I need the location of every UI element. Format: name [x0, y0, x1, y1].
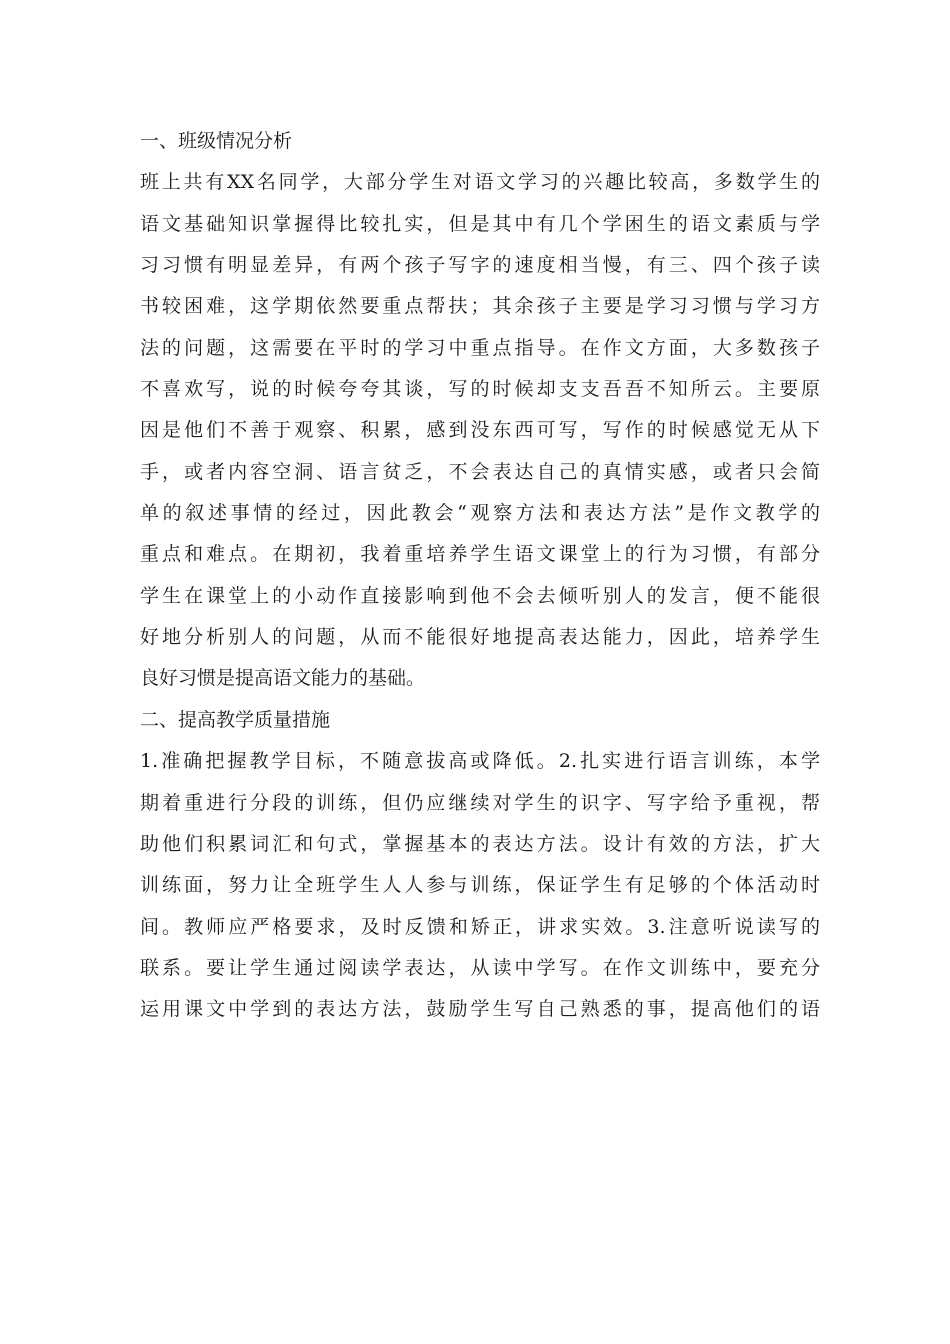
- paragraph-line: 法的问题，这需要在平时的学习中重点指导。在作文方面，大多数孩子: [140, 336, 820, 359]
- paragraph-line: 单的叙述事情的经过，因此教会“观察方法和表达方法”是作文教学的: [140, 502, 820, 525]
- document-body: [140, 121, 820, 1031]
- paragraph-line: 因是他们不善于观察、积累，感到没东西可写，写作的时候感觉无从下: [140, 419, 820, 442]
- paragraph-line: 重点和难点。在期初，我着重培养学生语文课堂上的行为习惯，有部分: [140, 543, 820, 566]
- paragraph-line: 习习惯有明显差异，有两个孩子写字的速度相当慢，有三、四个孩子读: [140, 254, 820, 277]
- paragraph-line: 联系。要让学生通过阅读学表达，从读中学写。在作文训练中，要充分: [140, 956, 820, 979]
- paragraph-line: 班上共有XX名同学，大部分学生对语文学习的兴趣比较高，多数学生的: [140, 171, 820, 194]
- paragraph-line: 训练面，努力让全班学生人人参与训练，保证学生有足够的个体活动时: [140, 874, 820, 897]
- paragraph-class-analysis: [140, 162, 820, 699]
- section-heading-class-analysis: 一、班级情况分析: [140, 130, 293, 152]
- paragraph-line-last: 良好习惯是提高语文能力的基础。: [140, 667, 426, 690]
- paragraph-line: 1.准确把握教学目标，不随意拔高或降低。2.扎实进行语言训练，本学: [140, 750, 820, 773]
- paragraph-quality-measures: [140, 741, 820, 1030]
- paragraph-line: 好地分析别人的问题，从而不能很好地提高表达能力，因此，培养学生: [140, 626, 820, 649]
- paragraph-line: 不喜欢写，说的时候夸夸其谈，写的时候却支支吾吾不知所云。主要原: [140, 378, 820, 401]
- paragraph-line: 助他们积累词汇和句式，掌握基本的表达方法。设计有效的方法，扩大: [140, 832, 820, 855]
- paragraph-line: 书较困难，这学期依然要重点帮扶；其余孩子主要是学习习惯与学习方: [140, 295, 820, 318]
- paragraph-line: 运用课文中学到的表达方法，鼓励学生写自己熟悉的事，提高他们的语: [140, 998, 820, 1021]
- paragraph-line: 学生在课堂上的小动作直接影响到他不会去倾听别人的发言，便不能很: [140, 584, 820, 607]
- paragraph-line: 间。教师应严格要求，及时反馈和矫正，讲求实效。3.注意听说读写的: [140, 915, 820, 938]
- paragraph-line: 语文基础知识掌握得比较扎实，但是其中有几个学困生的语文素质与学: [140, 212, 820, 235]
- paragraph-line: 手，或者内容空洞、语言贫乏，不会表达自己的真情实感，或者只会简: [140, 460, 820, 483]
- section-heading-quality-measures: 二、提高教学质量措施: [140, 708, 331, 731]
- paragraph-line: 期着重进行分段的训练，但仍应继续对学生的识字、写字给予重视，帮: [140, 791, 820, 814]
